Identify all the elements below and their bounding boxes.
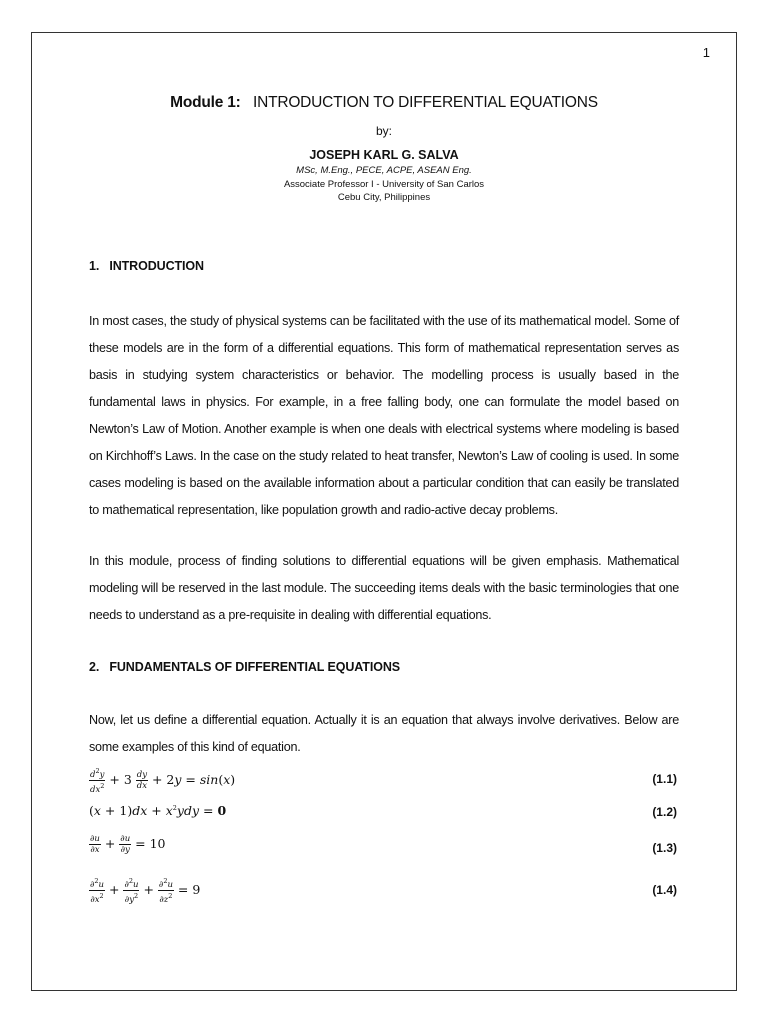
page-number: 1 <box>702 45 710 60</box>
equation-number-1-4: (1.4) <box>652 883 677 897</box>
equation-1-4: $\frac{\partial^2u}{\partial x^2}$ + $\frac{\partial^2u}{\partial y^2}$ + $\frac{\partial^2u}{\partial z^2}$ = 9 <box>90 877 201 905</box>
author-affiliation: Associate Professor I - University of San Carlos <box>283 179 485 190</box>
fundamentals-paragraph-1: Now, let us define a differential equation. Actually it is an equation that always involve derivatives. Below are some examples of this kind of equation. <box>89 713 679 754</box>
equation-1-3: $\frac{\partial u}{\partial x}$ + $\frac{\partial u}{\partial y}$ = 10 <box>90 834 166 855</box>
author-credentials: MSc, M.Eng., PECE, ACPE, ASEAN Eng. <box>296 165 472 176</box>
equation-1-2: $(x + 1)dx + x^2ydy = 0$ <box>89 803 227 818</box>
module-title: INTRODUCTION TO DIFFERENTIAL EQUATIONS <box>252 94 598 111</box>
intro-paragraph-2: In this module, process of finding solutions to differential equations will be given emphasis. Mathematical modeling will be reserved in the last module. The succeeding items deals with the basic terminologies that one needs to understand as a pre-requisite in dealing with differential equations. <box>89 554 679 622</box>
section-heading-introduction: 1. INTRODUCTION <box>89 259 204 273</box>
module-label: Module 1: <box>170 94 241 111</box>
byline: by: <box>375 124 392 138</box>
author-name: JOSEPH KARL G. SALVA <box>309 148 459 162</box>
intro-paragraph-1: In most cases, the study of physical systems can be facilitated with the use of its mathematical model. Some of these models are in the form of a differential equations. This form of mathematical representation serves as basis in studying system characteristics or behavior. The modelling process is usually based in the fundamental laws in physics. For example, in a free falling body, one can formulate the model based on Newton’s Law of Motion. Another example is when one deals with electrical systems where modeling is based on Kirchhoff’s Laws. In the case on the study related to heat transfer, Newton’s Law of cooling is used. In some cases modeling is based on the available information about a particular condition that can easily be translated to mathematical representation, like population growth and radio-active decay problems. <box>89 314 679 517</box>
document-title <box>0 94 768 112</box>
section-heading-fundamentals: 2. FUNDAMENTALS OF DIFFERENTIAL EQUATIONS <box>89 660 400 674</box>
equation-number-1-3: (1.3) <box>652 841 677 855</box>
author-location: Cebu City, Philippines <box>337 192 431 203</box>
equation-1-1: $\frac{d^2y}{dx^2}$ + 3 $\frac{dy}{dx}$ + 2y = sin(x) <box>90 767 236 795</box>
equation-number-1-2: (1.2) <box>652 805 677 819</box>
equation-number-1-1: (1.1) <box>652 772 677 786</box>
